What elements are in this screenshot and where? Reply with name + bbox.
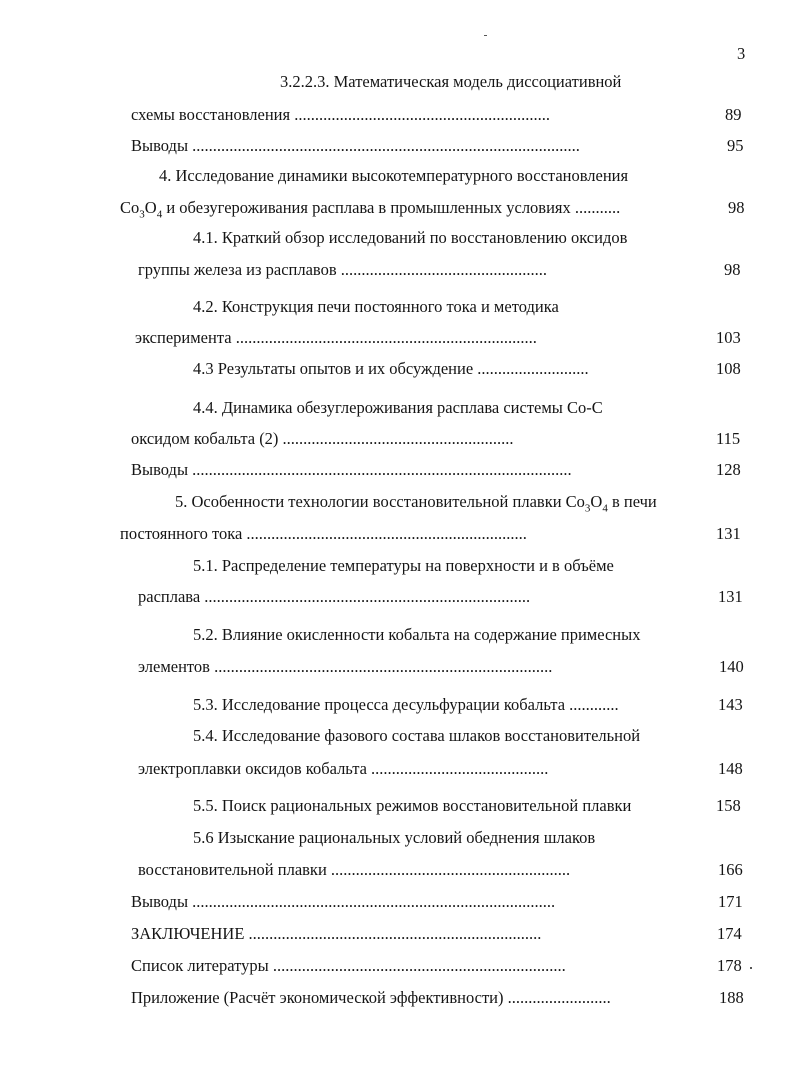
toc-entry-title-cont: электроплавки оксидов кобальта ........................................... xyxy=(138,759,549,778)
toc-entry-title-cont: эксперимента ......................................................................... xyxy=(135,328,537,347)
toc-entry-title: 4.1. Краткий обзор исследований по восстановлению оксидов xyxy=(193,228,628,247)
toc-entry-title: 4. Исследование динамики высокотемпературного восстановления xyxy=(159,166,629,185)
toc-entry-page: 174 xyxy=(717,924,742,943)
toc-entry-page: 98 xyxy=(724,260,741,279)
toc-entry-title-cont: $Co_3O_4$ и обезугероживания расплава в промышленных условиях ........... xyxy=(120,198,621,221)
toc-entry-title: ЗАКЛЮЧЕНИЕ ....................................................................... xyxy=(131,924,542,943)
toc-entry-page: 158 xyxy=(716,796,741,815)
page-number: 3 xyxy=(737,44,746,63)
toc-entry-page: 140 xyxy=(719,657,744,676)
toc-entry-title: 5.3. Исследование процесса десульфурации кобальта ............ xyxy=(193,695,619,714)
toc-entry-title-cont: восстановительной плавки .......................................................... xyxy=(138,860,571,879)
toc-entry-title-cont: элементов .................................................................................. xyxy=(138,657,553,676)
toc-entry-title: Список литературы ....................................................................... xyxy=(131,956,566,975)
toc-entry-title: 5.6 Изыскание рациональных условий обеднения шлаков xyxy=(193,828,596,847)
toc-entry-title-cont: схемы восстановления .............................................................. xyxy=(131,105,550,124)
toc-entry-title-cont: оксидом кобальта (2) ........................................................ xyxy=(131,429,514,448)
toc-entry-page: 108 xyxy=(716,359,741,378)
toc-entry-title: 5.5. Поиск рациональных режимов восстановительной плавки xyxy=(193,796,632,815)
scan-speck xyxy=(750,967,752,969)
toc-entry-page: 131 xyxy=(718,587,743,606)
toc-entry-title-cont: расплава ............................................................................... xyxy=(138,587,531,606)
toc-entry-title: 5. Особенности технологии восстановительной плавки $Co_3O_4$ в печи xyxy=(175,492,657,515)
toc-entry-page: 103 xyxy=(716,328,741,347)
toc-entry-title: 4.2. Конструкция печи постоянного тока и методика xyxy=(193,297,559,316)
toc-entry-title: 5.1. Распределение температуры на поверхности и в объёме xyxy=(193,556,614,575)
toc-entry-title-cont: постоянного тока .................................................................... xyxy=(120,524,527,543)
toc-entry-title-cont: группы железа из расплавов .................................................. xyxy=(138,260,548,279)
toc-entry-title: 5.2. Влияние окисленности кобальта на содержание примесных xyxy=(193,625,641,644)
toc-entry-title: 5.4. Исследование фазового состава шлаков восстановительной xyxy=(193,726,641,745)
toc-entry-page: 131 xyxy=(716,524,741,543)
toc-entry-page: 143 xyxy=(718,695,743,714)
toc-entry-title: Выводы ............................................................................................ xyxy=(131,460,572,479)
toc-entry-title: Выводы ........................................................................................ xyxy=(131,892,556,911)
toc-entry-page: 188 xyxy=(719,988,744,1007)
toc-entry-page: 148 xyxy=(718,759,743,778)
toc-entry-page: 178 xyxy=(717,956,742,975)
scan-speck xyxy=(484,35,487,36)
toc-entry-page: 98 xyxy=(728,198,745,217)
toc-entry-page: 166 xyxy=(718,860,743,879)
toc-entry-title: 4.4. Динамика обезуглероживания расплава системы Co-C xyxy=(193,398,603,417)
toc-entry-page: 128 xyxy=(716,460,741,479)
toc-entry-page: 115 xyxy=(716,429,741,448)
toc-entry-page: 95 xyxy=(727,136,744,155)
toc-entry-title: Приложение (Расчёт экономической эффективности) ......................... xyxy=(131,988,611,1007)
toc-entry-title: 3.2.2.3. Математическая модель диссоциативной xyxy=(280,72,622,91)
toc-entry-title: Выводы .............................................................................................. xyxy=(131,136,580,155)
toc-entry-page: 89 xyxy=(725,105,742,124)
toc-entry-title: 4.3 Результаты опытов и их обсуждение ........................... xyxy=(193,359,589,378)
toc-entry-page: 171 xyxy=(718,892,743,911)
